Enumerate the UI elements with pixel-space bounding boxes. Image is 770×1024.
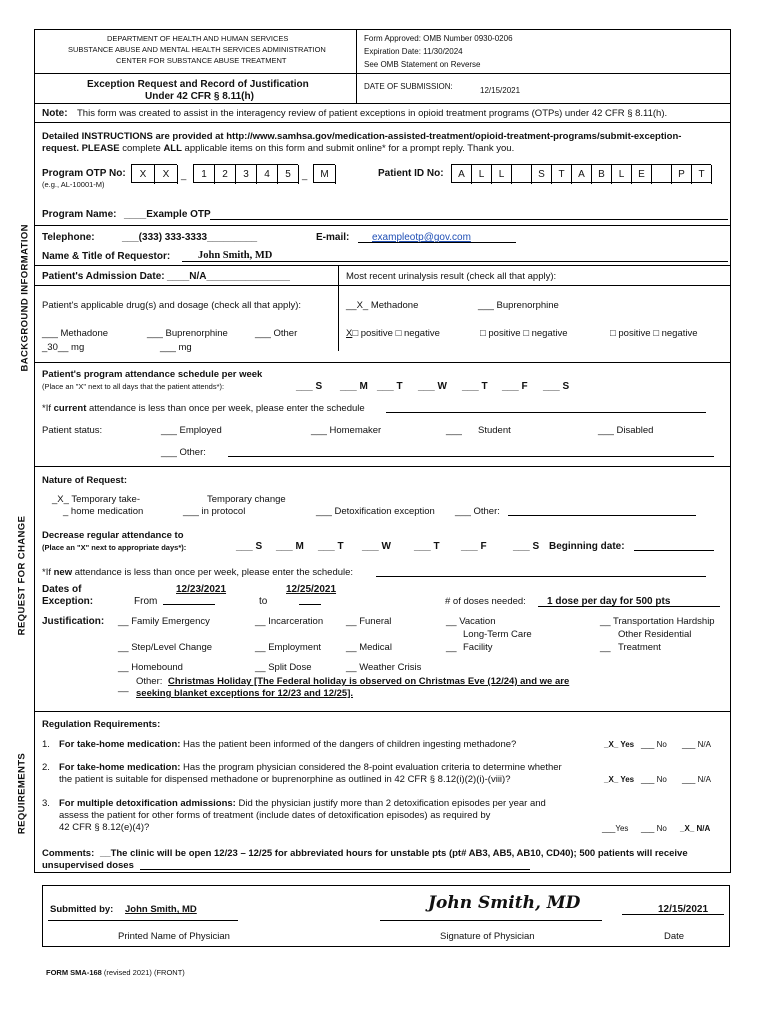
patient-id-char[interactable] [652,165,672,184]
residential-treatment: Treatment [618,642,661,653]
instructions-line-1: Detailed INSTRUCTIONS are provided at http://www.samhsa.gov/medication-assisted-treatment/opioid-treatment-programs/submit-exception- [42,131,682,142]
otp-dash-2: _ [302,170,308,181]
new-schedule-note [42,567,353,578]
protocol-1: Temporary change [207,494,286,505]
justification-other-check[interactable]: __ [118,682,129,693]
other-residential: Other Residential [618,629,692,640]
date-label: Date [664,931,685,942]
to-label: to [259,596,268,607]
otp-box-group-2[interactable] [193,164,298,183]
justification-label: Justification: [42,616,105,627]
status-student: Student [478,425,511,436]
justification-homebound[interactable]: __ Homebound [118,662,183,673]
status-student-line[interactable]: ___ [446,425,462,436]
comments-line-fill [140,869,530,870]
q1-yes[interactable]: _X_ Yes [604,740,635,749]
q3-no[interactable]: ___ No [641,824,667,833]
urinalysis-buprenorphine[interactable]: ___ Buprenorphine [478,300,559,311]
submitted-name[interactable]: John Smith, MD [125,904,197,915]
q3-text-3: 42 CFR § 8.12(e)(4)? [59,822,150,833]
justification-funeral[interactable]: __ Funeral [346,616,392,627]
new-note-a: *If [42,567,54,578]
schedule-note: (Place an "X" next to all days that the patient attends*): [42,382,225,391]
doses-label: # of doses needed: [445,596,526,607]
q2-text [59,762,562,773]
dates-label-2: Exception: [42,596,94,607]
decrease-day-wed[interactable]: ___ W [362,541,391,552]
otp-example: (e.g., AL-10001-M) [42,180,105,189]
telephone-value[interactable]: ___(333) 333-3333_________ [122,232,258,243]
note-hline-bottom [34,122,731,123]
q2-yes[interactable]: _X_ Yes [604,775,635,784]
justification-vacation[interactable]: __ Vacation [446,616,496,627]
schedule-day-sun[interactable]: ___ S [296,381,323,392]
result-1-options: □ positive □ negative [352,328,440,339]
requestor-line [182,261,728,262]
patient-id-char[interactable]: T [552,165,572,184]
drug-methadone[interactable]: ___ Methadone [42,328,109,339]
patient-id-char[interactable]: T [692,165,712,184]
background-side-label: BACKGROUND INFORMATION [19,224,31,372]
q2-na[interactable]: ___ N/A [682,775,711,784]
otp-label: Program OTP No: [42,168,126,179]
to-date[interactable]: 12/25/2021 [286,584,337,595]
instructions-please: request. PLEASE [42,143,120,154]
q1-no[interactable]: ___ No [641,740,667,749]
signature-date[interactable]: 12/15/2021 [658,904,709,915]
justification-employment[interactable]: __ Employment [255,642,322,653]
justification-medical[interactable]: __ Medical [346,642,392,653]
justification-res-check[interactable]: __ [600,642,611,653]
status-other-line [228,456,714,457]
form-title-2: Under 42 CFR § 8.11(h) [145,91,254,102]
admission-value[interactable]: ____N/A_______________ [167,271,290,282]
form-footer [46,968,185,977]
urinalysis-result-1[interactable] [346,328,440,339]
ltc-facility: Facility [463,642,493,653]
q3-na[interactable]: _X_ N/A [680,824,711,833]
justification-other-text-1[interactable]: Christmas Holiday [The Federal holiday is observed on Christmas Eve (12/24) and we are [168,676,570,687]
justification-split-dose[interactable]: __ Split Dose [255,662,312,673]
q3-text [59,798,546,809]
take-home-1[interactable]: _X_ Temporary take- [52,494,141,505]
comments-label: Comments: [42,848,95,859]
schedule-day-thu[interactable]: ___ T [462,381,488,392]
email-label: E-mail: [316,232,350,243]
patient-id-char[interactable] [512,165,532,184]
background-hline-3 [34,285,731,286]
email-line [358,242,516,243]
schedule-day-mon[interactable]: ___ M [340,381,368,392]
comments-line-2[interactable]: unsupervised doses [42,860,134,871]
patient-id-char[interactable]: L [612,165,632,184]
doses-line [538,606,720,607]
schedule-day-fri[interactable]: ___ F [502,381,528,392]
q2-no[interactable]: ___ No [641,775,667,784]
requestor-value[interactable]: John Smith, MD [198,250,273,261]
beginning-date-line [634,550,714,551]
printed-name-line [48,920,238,921]
signature-label: Signature of Physician [440,931,535,942]
urinalysis-result-2[interactable]: □ positive □ negative [480,328,568,339]
from-line [163,604,215,605]
instructions-complete: complete [119,143,164,154]
q1-num: 1. [42,739,50,750]
new-schedule-line [376,576,706,577]
decrease-label: Decrease regular attendance to [42,530,184,541]
drug-label: Patient's applicable drug(s) and dosage (check all that apply): [42,300,301,311]
date-line [622,914,724,915]
patient-id-char[interactable]: L [492,165,512,184]
regulation-title: Regulation Requirements: [42,719,161,730]
schedule-label: Patient's program attendance schedule per week [42,369,263,380]
decrease-day-sun[interactable]: ___ S [236,541,263,552]
decrease-day-fri[interactable]: ___ F [461,541,487,552]
q2-bold: For take-home medication: [59,762,181,773]
justification-weather[interactable]: __ Weather Crisis [346,662,422,673]
header-hline [34,73,731,74]
request-other-line [508,515,696,516]
doses-value[interactable]: 1 dose per day for 500 pts [547,596,671,607]
long-term-care: Long-Term Care [463,629,532,640]
new-note-c: attendance is less than once per week, please enter the schedule: [72,567,354,578]
beginning-date-label: Beginning date: [549,541,625,552]
omb-number: Form Approved: OMB Number 0930-0206 [364,34,513,43]
urinalysis-label: Most recent urinalysis result (check all that apply): [346,271,557,282]
nature-label: Nature of Request: [42,475,127,486]
from-label: From [134,596,158,607]
justification-ltc-check[interactable]: __ [446,642,457,653]
patient-id-boxes[interactable] [451,164,711,183]
current-note-a: *If [42,403,54,414]
to-line [299,604,321,605]
schedule-day-wed[interactable]: ___ W [418,381,447,392]
drug-buprenorphine[interactable]: ___ Buprenorphine [147,328,228,339]
patient-id-label: Patient ID No: [378,168,444,179]
decrease-note: (Place an "X" next to appropriate days*): [42,543,187,552]
justification-transportation[interactable]: __ Transportation Hardship [600,616,715,627]
background-hline-2 [34,265,731,266]
header-divider [356,29,357,103]
otp-char-1[interactable]: X [132,165,155,184]
otp-char-2[interactable]: X [155,165,178,184]
note-label: Note: [42,108,68,119]
q3-text-2: assess the patient for other forms of treatment (include dates of detoxification episodes) as required by [59,810,491,821]
comments-line-1[interactable]: __The clinic will be open 12/23 – 12/25 for abbreviated hours for unstable pts (pt# AB3, AB5, AB10, CD40); 500 patients will receive [100,848,688,859]
telephone-label: Telephone: [42,232,95,243]
request-side-label: REQUEST FOR CHANGE [16,515,28,636]
otp-char-5[interactable]: 3 [236,165,257,184]
submitted-label: Submitted by: [50,904,114,915]
status-other[interactable]: ___ Other: [161,447,206,458]
decrease-day-mon[interactable]: ___ M [276,541,304,552]
note-text: This form was created to assist in the interagency review of patient exceptions in opioid treatment programs (OTPs) under 42 CFR § 8.11(h). [77,108,668,119]
q1-na[interactable]: ___ N/A [682,740,711,749]
current-note-c: attendance is less than once per week, please enter the schedule [86,403,365,414]
physician-signature[interactable]: John Smith, MD [428,893,581,913]
result-x-mark: X [346,328,353,339]
q1-bold: For take-home medication: [59,739,181,750]
program-name-line [210,219,728,220]
q2-text-2: the patient is suitable for dispensed methadone or buprenorphine as outlined in 42 CFR § 8.12(i)(2)(i)-(viii)? [59,774,511,785]
form-number: FORM SMA-168 [46,968,102,977]
email-value[interactable]: exampleotp@gov.com [372,232,471,243]
q3-body: Did the physician justify more than 2 detoxification episodes per year and [235,798,546,809]
current-schedule-note [42,403,365,414]
signature-line [380,920,602,921]
decrease-day-thu[interactable]: ___ T [414,541,440,552]
otp-dash-1: _ [181,170,187,181]
background-hline-4 [34,362,731,363]
q3-yes[interactable]: ___Yes [602,824,629,833]
requestor-label: Name & Title of Requestor: [42,251,171,262]
note-hline-top [34,103,731,104]
otp-box-group-3[interactable] [313,164,335,183]
dept-line-3: CENTER FOR SUBSTANCE ABUSE TREATMENT [116,56,287,65]
status-disabled[interactable]: ___ Disabled [598,425,654,436]
urinalysis-methadone[interactable]: __X_ Methadone [346,300,419,311]
otp-char-7[interactable]: 5 [278,165,299,184]
decrease-day-tue[interactable]: ___ T [318,541,344,552]
dates-label-1: Dates of [42,584,82,595]
justification-other-text-2[interactable]: seeking blanket exceptions for 12/23 and 12/25]. [136,688,354,699]
section-divider-2 [34,711,731,712]
request-other[interactable]: ___ Other: [455,506,500,517]
program-name-label: Program Name: [42,209,117,220]
q3-bold: For multiple detoxification admissions: [59,798,236,809]
take-home-2: _ home medication [63,506,144,517]
justification-other-label: Other: [136,676,163,687]
submission-date[interactable]: 12/15/2021 [480,86,521,95]
status-label: Patient status: [42,425,103,436]
otp-char-8[interactable]: M [314,165,336,184]
detox-exception[interactable]: ___ Detoxification exception [316,506,435,517]
program-name-value[interactable]: ____Example OTP [124,209,211,220]
admission-label: Patient's Admission Date: [42,271,165,282]
justification-family[interactable]: __ Family Emergency [118,616,210,627]
patient-id-char[interactable]: A [452,165,472,184]
patient-id-char[interactable]: P [672,165,692,184]
urinalysis-result-3[interactable]: □ positive □ negative [610,328,698,339]
dose-methadone[interactable]: _30__ mg [42,342,85,353]
status-homemaker[interactable]: ___ Homemaker [311,425,382,436]
dose-buprenorphine[interactable]: ___ mg [160,342,192,353]
patient-id-char[interactable]: L [472,165,492,184]
otp-box-group-1[interactable] [131,164,177,183]
form-title-1: Exception Request and Record of Justification [87,79,309,90]
instructions-rest: applicable items on this form and submit online* for a prompt reply. Thank you. [181,143,515,154]
q3-num: 3. [42,798,50,809]
section-divider-1 [34,466,731,467]
printed-name-label: Printed Name of Physician [118,931,230,942]
dept-line-2: SUBSTANCE ABUSE AND MENTAL HEALTH SERVICES ADMINISTRATION [68,45,326,54]
otp-char-4[interactable]: 2 [215,165,236,184]
new-note-b: new [53,567,73,578]
justification-incarceration[interactable]: __ Incarceration [255,616,324,627]
form-revised: (revised 2021) (FRONT) [101,968,185,977]
schedule-day-tue[interactable]: ___ T [377,381,403,392]
from-date[interactable]: 12/23/2021 [176,584,227,595]
otp-char-3[interactable]: 1 [194,165,215,184]
submission-label: DATE OF SUBMISSION: [364,82,453,91]
dept-line-1: DEPARTMENT OF HEALTH AND HUMAN SERVICES [107,34,289,43]
q2-num: 2. [42,762,50,773]
q1-text [59,739,516,750]
background-vline [338,265,339,351]
q2-body: Has the program physician considered the 8-point evaluation criteria to determine whether [180,762,562,773]
decrease-day-sat[interactable]: ___ S [513,541,540,552]
requirements-side-label: REQUIREMENTS [16,752,28,835]
schedule-day-sat[interactable]: ___ S [543,381,570,392]
background-hline-1 [34,225,731,226]
q1-body: Has the patient been informed of the dangers of children ingesting methadone? [180,739,517,750]
current-schedule-line [386,412,706,413]
status-employed[interactable]: ___ Employed [161,425,222,436]
justification-step[interactable]: __ Step/Level Change [118,642,213,653]
drug-other[interactable]: ___ Other [255,328,298,339]
omb-statement: See OMB Statement on Reverse [364,60,481,69]
instructions-all: ALL [163,143,182,154]
protocol-2[interactable]: ___ in protocol [183,506,246,517]
instructions-line-2 [42,143,514,154]
patient-id-char[interactable]: E [632,165,652,184]
patient-id-char[interactable]: A [572,165,592,184]
patient-id-char[interactable]: S [532,165,552,184]
otp-char-6[interactable]: 4 [257,165,278,184]
patient-id-char[interactable]: B [592,165,612,184]
omb-expiration: Expiration Date: 11/30/2024 [364,47,463,56]
current-note-b: current [53,403,87,414]
